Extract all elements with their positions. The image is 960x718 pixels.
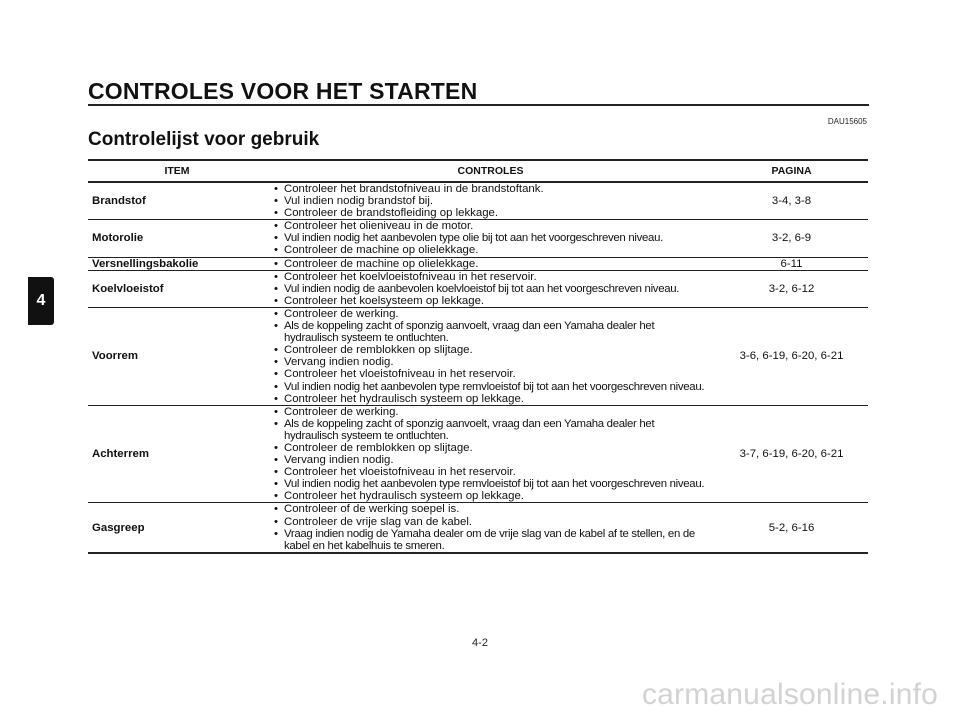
check-item: • Vul indien nodig het aanbevolen type remvloeistof bij tot aan het voorgeschreven niveau. [270,381,711,393]
table-row [88,405,868,503]
pre-operation-checklist-table [88,159,868,554]
check-item: • Controleer de machine op olielekkage. [270,258,711,270]
check-list [270,258,711,270]
column-header-pages: PAGINA [715,160,868,182]
item-cell: Gasgreep [88,503,266,553]
table-body [88,182,868,553]
check-item: • Controleer het vloeistofniveau in het reservoir. [270,466,711,478]
check-item: • Controleer het koelsysteem op lekkage. [270,295,711,307]
page-number: 4-2 [472,637,488,649]
check-item: • Controleer de werking. [270,406,711,418]
pages-cell: 3-2, 6-12 [715,270,868,307]
check-item: • Controleer de remblokken op slijtage. [270,344,711,356]
pages-cell: 6-11 [715,257,868,270]
check-item: • Controleer het brandstofniveau in de brandstoftank. [270,183,711,195]
table-row [88,307,868,405]
check-item: • Controleer het vloeistofniveau in het reservoir. [270,368,711,380]
check-item: • Controleer de vrije slag van de kabel. [270,516,711,528]
check-list [270,183,711,219]
check-item: • Controleer de brandstofleiding op lekkage. [270,207,711,219]
check-item: • Controleer de werking. [270,308,711,320]
table-row [88,257,868,270]
check-item: • Als de koppeling zacht of sponzig aanvoelt, vraag dan een Yamaha dealer het hydraulisch systeem te ontluchten. [270,320,711,344]
check-list [270,308,711,405]
controls-cell [266,503,715,553]
pages-cell: 3-7, 6-19, 6-20, 6-21 [715,405,868,503]
check-item: • Controleer het hydraulisch systeem op lekkage. [270,393,711,405]
pages-cell: 3-6, 6-19, 6-20, 6-21 [715,307,868,405]
check-item: • Vervang indien nodig. [270,454,711,466]
table-header-row [88,160,868,182]
check-list [270,503,711,551]
controls-cell [266,270,715,307]
check-item: • Vul indien nodig de aanbevolen koelvloeistof bij tot aan het voorgeschreven niveau. [270,283,711,295]
check-item: • Vul indien nodig het aanbevolen type remvloeistof bij tot aan het voorgeschreven niveau. [270,478,711,490]
check-list [270,406,711,503]
check-item: • Controleer de machine op olielekkage. [270,244,711,256]
item-cell: Achterrem [88,405,266,503]
controls-cell [266,257,715,270]
check-item: • Als de koppeling zacht of sponzig aanvoelt, vraag dan een Yamaha dealer het hydraulisch systeem te ontluchten. [270,418,711,442]
controls-cell [266,220,715,257]
column-header-item: ITEM [88,160,266,182]
controls-cell [266,307,715,405]
check-item: • Controleer of de werking soepel is. [270,503,711,515]
check-item: • Controleer het hydraulisch systeem op lekkage. [270,490,711,502]
check-item: • Controleer de remblokken op slijtage. [270,442,711,454]
check-list [270,220,711,256]
item-cell: Brandstof [88,182,266,220]
table-row [88,503,868,553]
pages-cell: 3-4, 3-8 [715,182,868,220]
item-cell: Versnellingsbakolie [88,257,266,270]
pages-cell: 5-2, 6-16 [715,503,868,553]
watermark-text: carmanualsonline.info [641,678,938,711]
check-item: • Vul indien nodig brandstof bij. [270,195,711,207]
item-cell: Voorrem [88,307,266,405]
table-row [88,220,868,257]
check-item: • Controleer het koelvloeistofniveau in het reservoir. [270,271,711,283]
controls-cell [266,182,715,220]
table-row [88,270,868,307]
document-code: DAU15605 [827,117,867,126]
pages-cell: 3-2, 6-9 [715,220,868,257]
controls-cell [266,405,715,503]
title-rule [88,104,869,106]
check-list [270,271,711,307]
chapter-title: CONTROLES VOOR HET STARTEN [88,78,478,104]
column-header-controls: CONTROLES [266,160,715,182]
table-row [88,182,868,220]
item-cell: Motorolie [88,220,266,257]
section-title: Controlelijst voor gebruik [88,129,320,150]
check-item: • Controleer het olieniveau in de motor. [270,220,711,232]
check-item: • Vervang indien nodig. [270,356,711,368]
check-item: • Vul indien nodig het aanbevolen type olie bij tot aan het voorgeschreven niveau. [270,232,711,244]
chapter-tab: 4 [28,277,54,325]
item-cell: Koelvloeistof [88,270,266,307]
check-item: • Vraag indien nodig de Yamaha dealer om de vrije slag van de kabel af te stellen, en de kabel en het kabelhuis te smeren. [270,528,711,552]
